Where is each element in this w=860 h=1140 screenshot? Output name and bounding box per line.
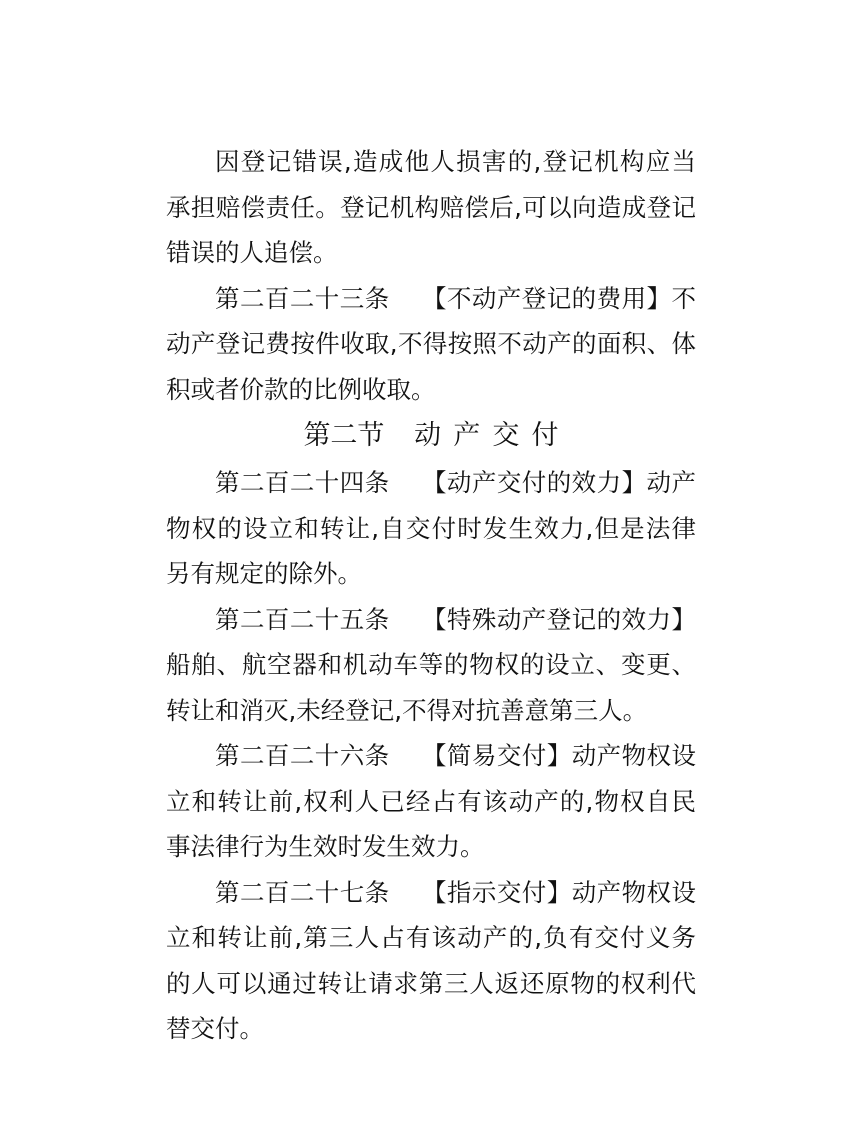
- article-body: 动产物权设立和转让前,权利人已经占有该动产的,物权自民事法律行为生效时发生效力。: [166, 741, 696, 861]
- section-char: 付: [531, 420, 559, 451]
- article-224: [166, 460, 696, 597]
- section-heading: [166, 412, 696, 460]
- article-body: 动产物权设立和转让前,第三人占有该动产的,负有交付义务的人可以通过转让请求第三人返还原物的权利代替交付。: [166, 877, 696, 1043]
- document-body: [166, 139, 696, 1052]
- article-number: 第二百二十四条: [215, 468, 390, 497]
- article-223: [166, 276, 696, 413]
- article-225: [166, 597, 696, 734]
- paragraph-text: 因登记错误,造成他人损害的,登记机构应当承担赔偿责任。登记机构赔偿后,可以向造成登记错误的人追偿。: [166, 147, 696, 267]
- article-number: 第二百二十三条: [215, 283, 390, 313]
- section-char: 动: [414, 420, 442, 451]
- section-char: 产: [453, 420, 481, 451]
- article-title: 【不动产登记的费用】: [421, 283, 672, 313]
- article-226: [166, 733, 696, 870]
- article-number: 第二百二十五条: [215, 604, 390, 634]
- article-body: 船舶、航空器和机动车等的物权的设立、变更、转让和消灭,未经登记,不得对抗善意第三人。: [166, 650, 696, 725]
- paragraph-registration-error: [166, 139, 696, 276]
- article-body: 不动产登记费按件收取,不得按照不动产的面积、体积或者价款的比例收取。: [166, 283, 696, 404]
- article-number: 第二百二十六条: [215, 741, 390, 770]
- article-number: 第二百二十七条: [215, 877, 390, 907]
- article-title: 【简易交付】: [421, 741, 572, 770]
- section-char: 交: [492, 420, 520, 451]
- article-title: 【动产交付的效力】: [421, 468, 647, 497]
- article-body: 动产物权的设立和转让,自交付时发生效力,但是法律另有规定的除外。: [166, 468, 696, 588]
- article-title: 【特殊动产登记的效力】: [421, 604, 696, 634]
- article-title: 【指示交付】: [421, 877, 572, 907]
- article-227: [166, 870, 696, 1052]
- section-number: 第二节: [303, 420, 385, 451]
